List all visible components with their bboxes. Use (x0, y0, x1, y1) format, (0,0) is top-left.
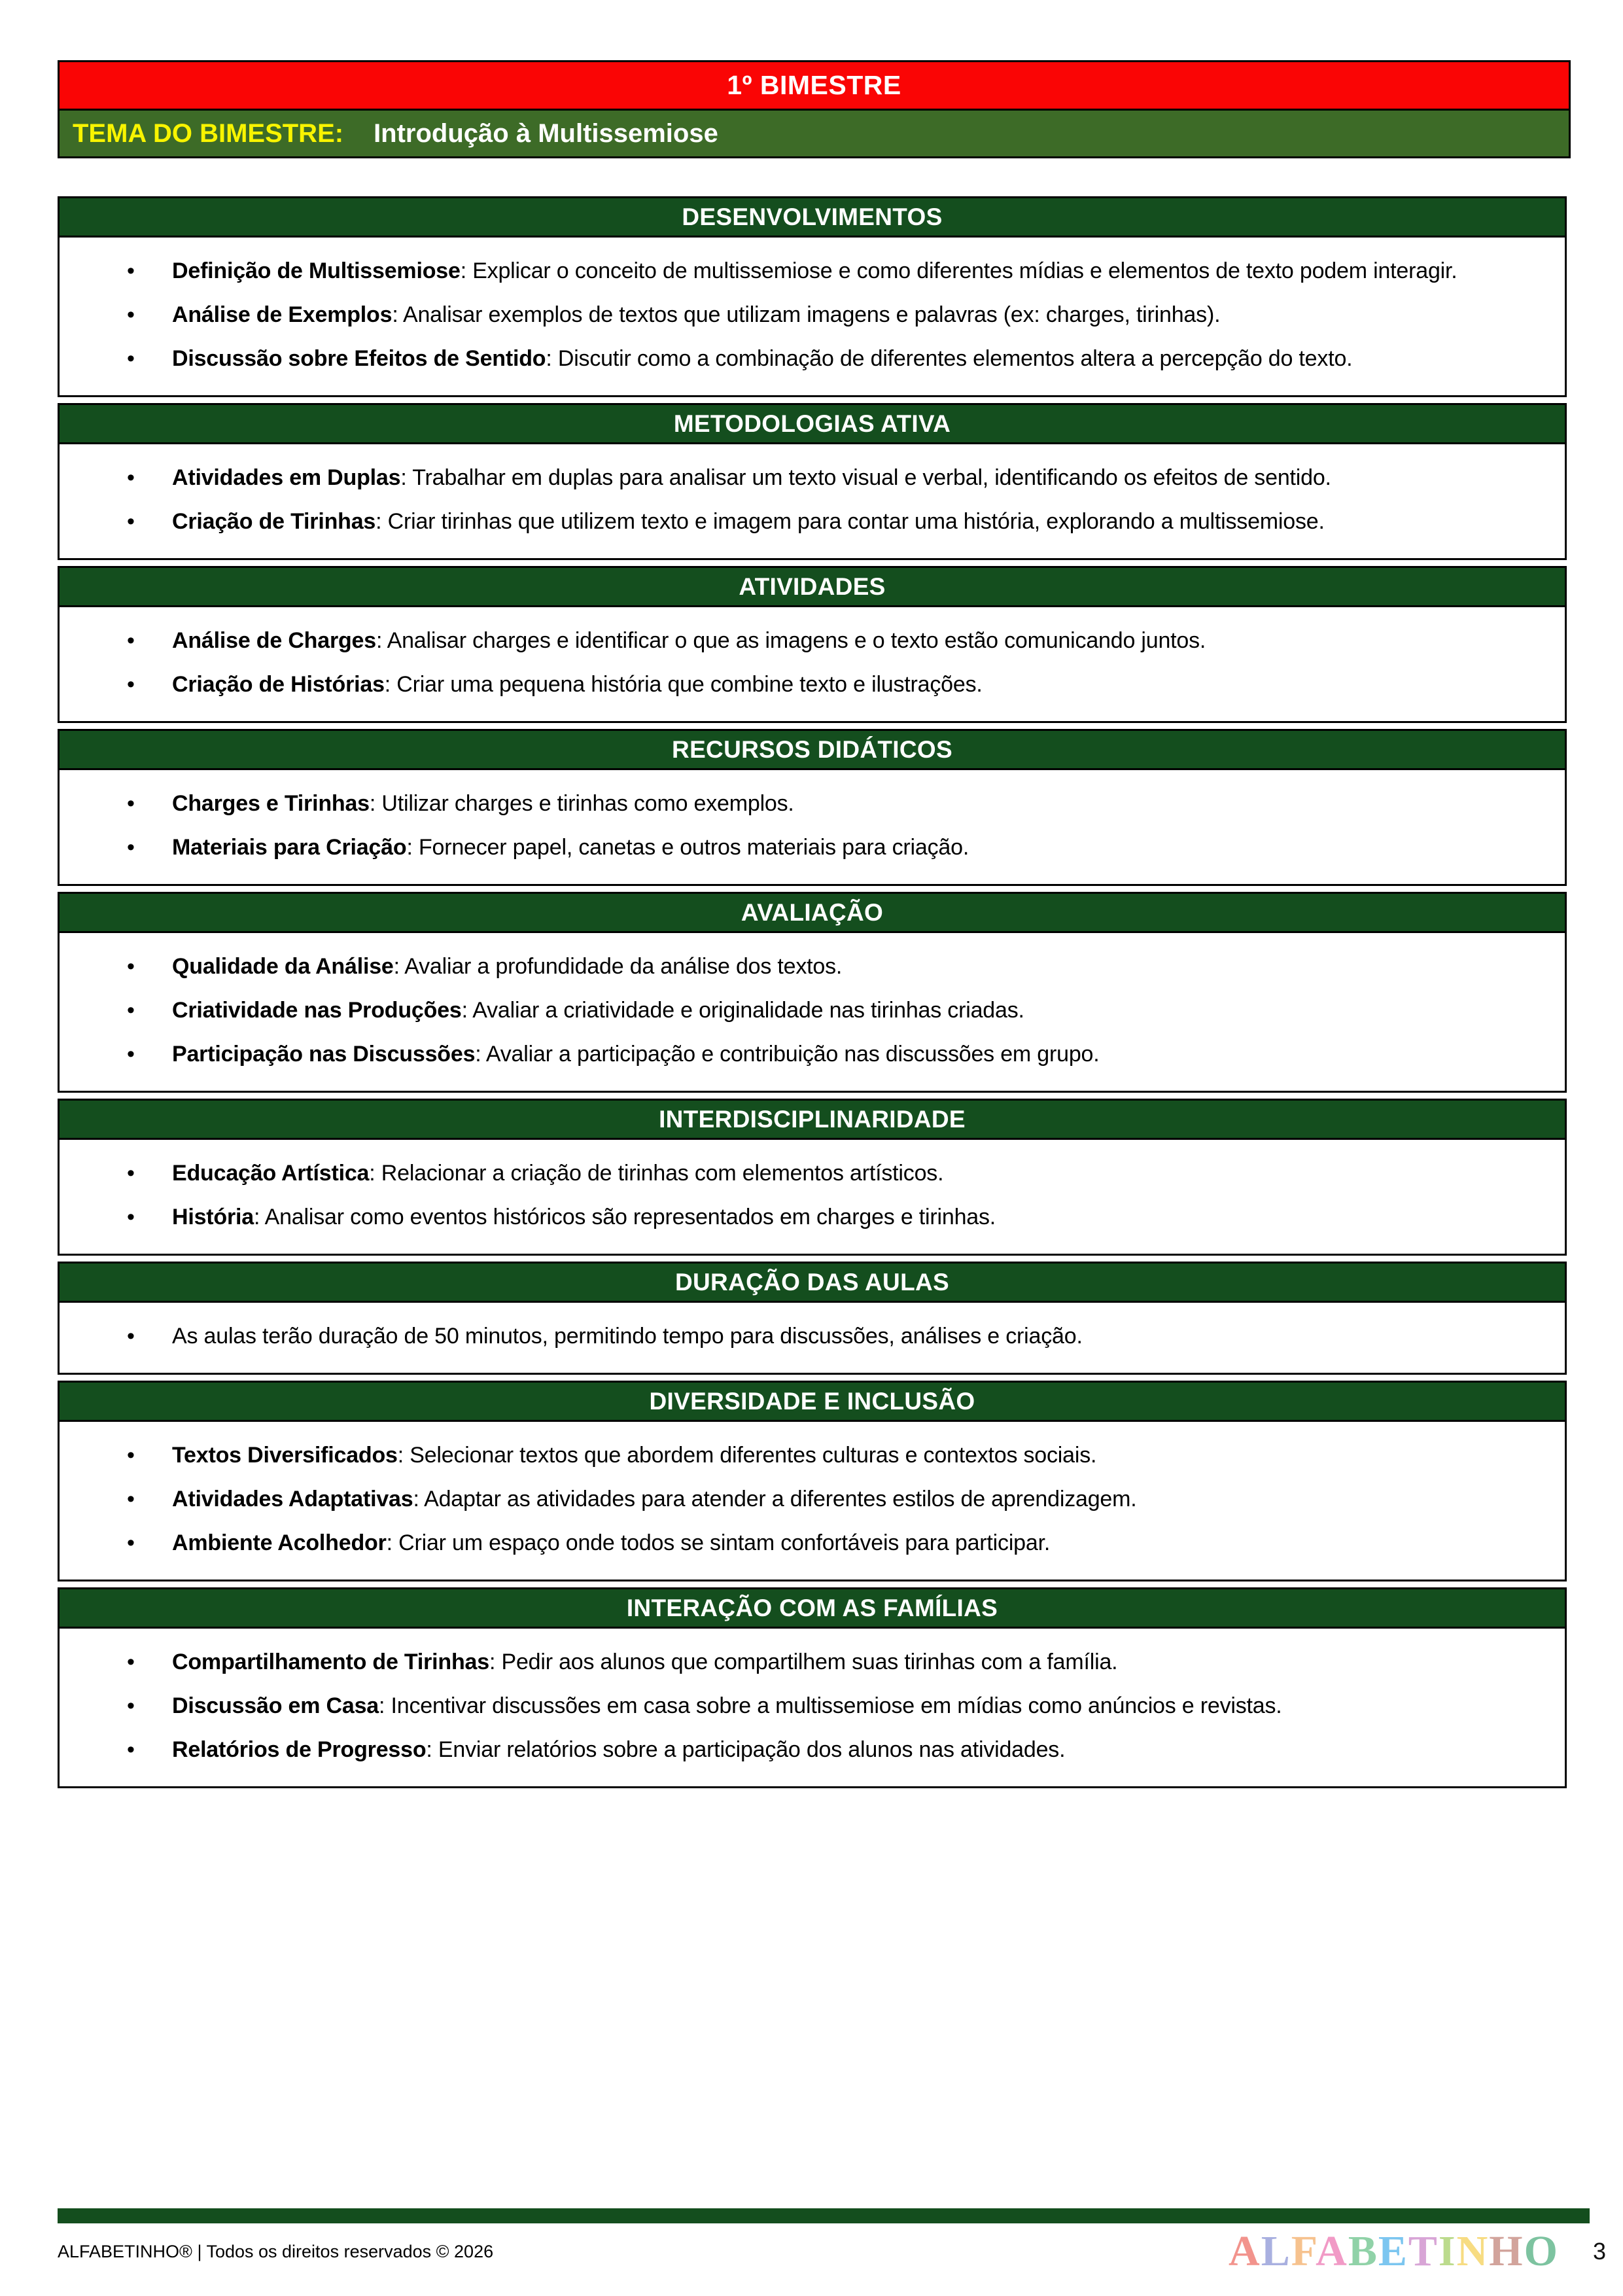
list-item (60, 1036, 1526, 1072)
item-lead: História (172, 1205, 254, 1229)
list-item (60, 623, 1526, 659)
item-lead: Participação nas Discussões (172, 1042, 476, 1067)
sections-container (58, 196, 1567, 1794)
item-text: : Trabalhar em duplas para analisar um texto visual e verbal, identificando os efeitos de sentido. (400, 465, 1331, 490)
logo-letter: O (1524, 2227, 1559, 2275)
item-text: : Criar uma pequena história que combine texto e ilustrações. (384, 672, 983, 697)
section-header: DURAÇÃO DAS AULAS (58, 1262, 1567, 1303)
item-text: : Enviar relatórios sobre a participação dos alunos nas atividades. (426, 1737, 1066, 1762)
section (58, 1587, 1567, 1788)
section (58, 729, 1567, 886)
section-body (58, 1422, 1567, 1581)
item-text: : Criar um espaço onde todos se sintam confortáveis para participar. (386, 1530, 1051, 1555)
list-item (60, 1732, 1526, 1768)
section (58, 196, 1567, 397)
item-lead: Criatividade nas Produções (172, 998, 462, 1023)
section-body (58, 1629, 1567, 1788)
item-lead: Qualidade da Análise (172, 954, 394, 979)
list-item (60, 1318, 1526, 1354)
section-header: METODOLOGIAS ATIVA (58, 403, 1567, 444)
bimestre-title: 1º BIMESTRE (727, 70, 901, 100)
section (58, 1262, 1567, 1375)
section-header: RECURSOS DIDÁTICOS (58, 729, 1567, 770)
logo-letter: F (1291, 2227, 1316, 2275)
list-item (60, 830, 1526, 866)
item-lead: Análise de Exemplos (172, 302, 393, 327)
bullet-list (60, 253, 1526, 377)
section-body (58, 1140, 1567, 1256)
list-item (60, 786, 1526, 822)
list-item (60, 253, 1526, 289)
copyright-text: ALFABETINHO® | Todos os direitos reservados © 2026 (58, 2241, 494, 2261)
logo-letter: I (1438, 2227, 1457, 2275)
list-item (60, 1688, 1526, 1724)
item-text: : Incentivar discussões em casa sobre a multissemiose em mídias como anúncios e revistas. (379, 1693, 1282, 1718)
item-text: : Analisar exemplos de textos que utilizam imagens e palavras (ex: charges, tirinhas). (392, 302, 1221, 327)
item-lead: Relatórios de Progresso (172, 1737, 427, 1762)
list-item (60, 1644, 1526, 1680)
bullet-list (60, 460, 1526, 540)
item-lead: Discussão sobre Efeitos de Sentido (172, 346, 546, 371)
item-lead: Criação de Tirinhas (172, 509, 376, 534)
section-body (58, 770, 1567, 886)
section-header: INTERDISCIPLINARIDADE (58, 1099, 1567, 1140)
section-body (58, 1303, 1567, 1375)
list-item (60, 1156, 1526, 1192)
alfabetinho-logo (1229, 2227, 1559, 2275)
item-text: : Criar tirinhas que utilizem texto e imagem para contar uma história, explorando a multissemiose. (375, 509, 1325, 534)
section-body (58, 444, 1567, 560)
logo-letter: N (1456, 2227, 1490, 2275)
item-lead: Textos Diversificados (172, 1443, 398, 1468)
logo-letter: A (1229, 2227, 1261, 2275)
list-item (60, 1525, 1526, 1561)
list-item (60, 504, 1526, 540)
bullet-list (60, 786, 1526, 866)
logo-letter: L (1261, 2227, 1291, 2275)
bimestre-banner (60, 62, 1569, 111)
item-lead: Análise de Charges (172, 628, 376, 653)
list-item (60, 341, 1526, 377)
item-text: : Analisar como eventos históricos são representados em charges e tirinhas. (254, 1205, 996, 1229)
bullet-list (60, 1318, 1526, 1354)
footer (58, 2227, 1606, 2275)
item-lead: Educação Artística (172, 1161, 370, 1186)
item-lead: Atividades Adaptativas (172, 1487, 413, 1511)
logo-letter: T (1408, 2227, 1439, 2275)
section (58, 1099, 1567, 1256)
section-header: DESENVOLVIMENTOS (58, 196, 1567, 238)
item-text: As aulas terão duração de 50 minutos, permitindo tempo para discussões, análises e criação. (172, 1324, 1083, 1349)
bullet-list (60, 1438, 1526, 1561)
list-item (60, 297, 1526, 333)
section-header: DIVERSIDADE E INCLUSÃO (58, 1381, 1567, 1422)
list-item (60, 1438, 1526, 1474)
bullet-list (60, 623, 1526, 703)
page-number: 3 (1592, 2238, 1606, 2265)
section (58, 1381, 1567, 1581)
logo-letter: A (1316, 2227, 1348, 2275)
section-header: AVALIAÇÃO (58, 892, 1567, 933)
section-header: ATIVIDADES (58, 566, 1567, 607)
item-lead: Charges e Tirinhas (172, 791, 370, 816)
item-text: : Avaliar a criatividade e originalidade nas tirinhas criadas. (461, 998, 1024, 1023)
top-banner (58, 60, 1571, 158)
list-item (60, 1199, 1526, 1235)
list-item (60, 949, 1526, 985)
logo-letter: H (1489, 2227, 1524, 2275)
logo-letter: B (1348, 2227, 1378, 2275)
item-lead: Definição de Multissemiose (172, 258, 461, 283)
tema-banner (60, 111, 1569, 156)
item-text: : Pedir aos alunos que compartilhem suas tirinhas com a família. (489, 1650, 1118, 1674)
item-text: : Adaptar as atividades para atender a diferentes estilos de aprendizagem. (413, 1487, 1137, 1511)
list-item (60, 1481, 1526, 1517)
list-item (60, 460, 1526, 496)
list-item (60, 667, 1526, 703)
item-text: : Selecionar textos que abordem diferentes culturas e contextos sociais. (397, 1443, 1097, 1468)
item-lead: Discussão em Casa (172, 1693, 379, 1718)
section-body (58, 238, 1567, 397)
section (58, 403, 1567, 560)
item-text: : Fornecer papel, canetas e outros materiais para criação. (406, 835, 969, 860)
item-text: : Analisar charges e identificar o que as imagens e o texto estão comunicando juntos. (375, 628, 1206, 653)
tema-label: TEMA DO BIMESTRE: (73, 118, 344, 148)
item-lead: Atividades em Duplas (172, 465, 401, 490)
bullet-list (60, 1644, 1526, 1768)
item-text: : Avaliar a participação e contribuição nas discussões em grupo. (475, 1042, 1100, 1067)
bullet-list (60, 1156, 1526, 1235)
item-text: : Discutir como a combinação de diferentes elementos altera a percepção do texto. (546, 346, 1353, 371)
item-lead: Criação de Histórias (172, 672, 385, 697)
bullet-list (60, 949, 1526, 1072)
item-lead: Compartilhamento de Tirinhas (172, 1650, 489, 1674)
section-body (58, 933, 1567, 1093)
section (58, 892, 1567, 1093)
logo-letter: E (1378, 2227, 1408, 2275)
section-header: INTERAÇÃO COM AS FAMÍLIAS (58, 1587, 1567, 1629)
item-lead: Materiais para Criação (172, 835, 407, 860)
section (58, 566, 1567, 723)
item-lead: Ambiente Acolhedor (172, 1530, 387, 1555)
item-text: : Explicar o conceito de multissemiose e como diferentes mídias e elementos de texto podem interagir. (460, 258, 1457, 283)
section-body (58, 607, 1567, 723)
tema-value: Introdução à Multissemiose (374, 118, 718, 148)
item-text: : Utilizar charges e tirinhas como exemplos. (369, 791, 794, 816)
footer-divider (58, 2208, 1590, 2223)
item-text: : Relacionar a criação de tirinhas com elementos artísticos. (369, 1161, 944, 1186)
list-item (60, 993, 1526, 1029)
item-text: : Avaliar a profundidade da análise dos textos. (393, 954, 843, 979)
